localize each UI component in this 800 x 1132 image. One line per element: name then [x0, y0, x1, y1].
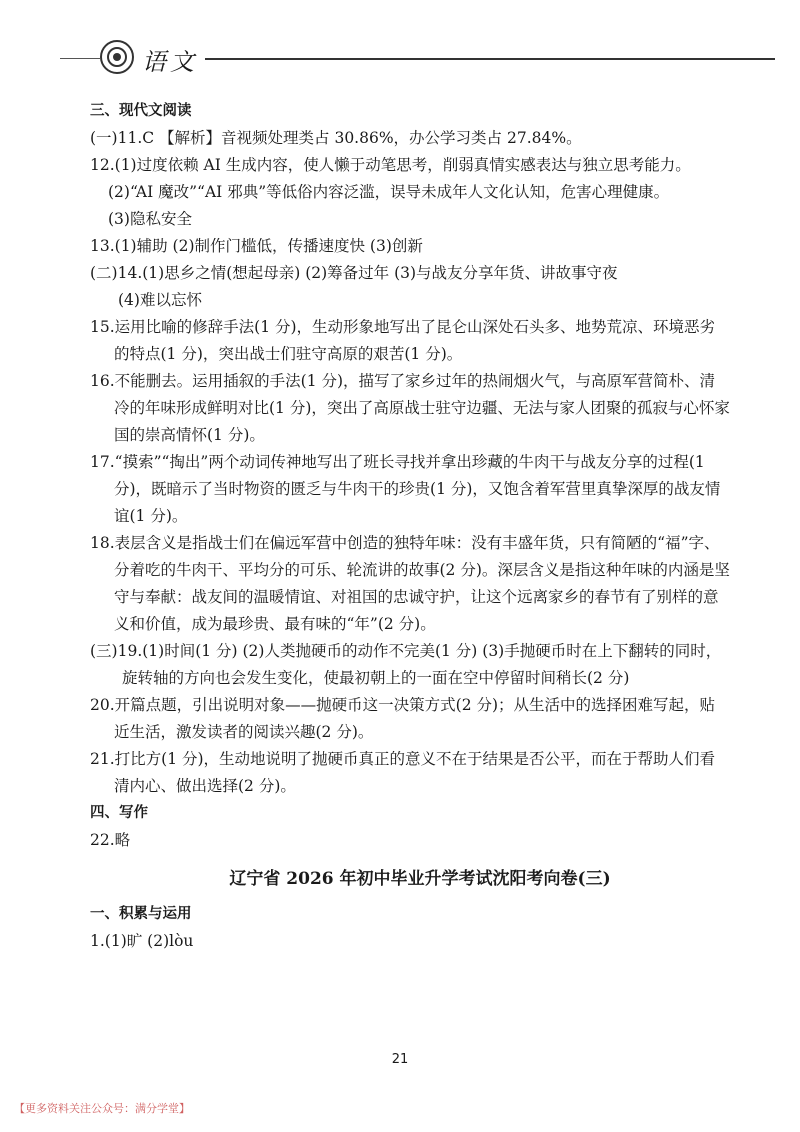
answer-line: (三)19.(1)时间(1 分) (2)人类抛硬币的动作不完美(1 分) (3)手抛硬币时在上下翻转的同时，旋转轴的方向也会发生变化，使最初朝上的一面在空中停留时间稍长(2 分): [90, 642, 722, 687]
answer-line: 22.略: [90, 831, 131, 849]
section-heading: 一、积累与运用: [90, 906, 192, 922]
section-heading: 三、现代文阅读: [90, 103, 192, 119]
answer-line: 20.开篇点题，引出说明对象——抛硬币这一决策方式(2 分)；从生活中的选择困难写起，贴近生活，激发读者的阅读兴趣(2 分)。: [90, 696, 716, 741]
answer-line: 15.运用比喻的修辞手法(1 分)，生动形象地写出了昆仑山深处石头多、地势荒凉、环境恶劣的特点(1 分)，突出战士们驻守高原的艰苦(1 分)。: [90, 318, 716, 363]
section-heading: 四、写作: [90, 805, 148, 821]
answer-line: 17.“摸索”“掏出”两个动词传神地写出了班长寻找并拿出珍藏的牛肉干与战友分享的过程(1 分)，既暗示了当时物资的匮乏与牛肉干的珍贵(1 分)，又饱含着军营里真挚深厚的战友情谊(1 分)。: [90, 453, 721, 525]
answer-line: (2)“AI 魔改”“AI 邪典”等低俗内容泛滥，误导未成年人文化认知，危害心理健康。: [108, 183, 670, 201]
header-rule-left: [60, 58, 100, 59]
subject-logo-icon: [100, 40, 134, 74]
subject-label: 语文: [142, 48, 198, 76]
answer-line: 13.(1)辅助 (2)制作门槛低，传播速度快 (3)创新: [90, 237, 423, 255]
answer-line: 21.打比方(1 分)，生动地说明了抛硬币真正的意义不在于结果是否公平，而在于帮助人们看清内心、做出选择(2 分)。: [90, 750, 716, 795]
page-header: [0, 0, 800, 90]
header-rule: [205, 58, 775, 60]
exam-title: 辽宁省 2026 年初中毕业升学考试沈阳考向卷(三): [229, 869, 611, 889]
answer-line: (一)11.C 【解析】音视频处理类占 30.86%，办公学习类占 27.84%。: [90, 129, 582, 147]
answer-line: 1.(1)旷 (2)lòu: [90, 932, 194, 950]
answer-content: [90, 98, 730, 955]
footer-watermark: 【更多资料关注公众号：满分学堂】: [14, 1102, 190, 1115]
page-number: 21: [391, 1052, 409, 1067]
answer-line: 16.不能删去。运用插叙的手法(1 分)，描写了家乡过年的热闹烟火气，与高原军营简朴、清冷的年味形成鲜明对比(1 分)，突出了高原战士驻守边疆、无法与家人团聚的孤寂与心怀家国的崇高情怀(1 分)。: [90, 372, 730, 444]
answer-line: (4)难以忘怀: [118, 291, 202, 309]
answer-line: 12.(1)过度依赖 AI 生成内容，使人懒于动笔思考，削弱真情实感表达与独立思考能力。: [90, 156, 691, 174]
answer-line: (3)隐私安全: [108, 210, 192, 228]
answer-line: 18.表层含义是指战士们在偏远军营中创造的独特年味：没有丰盛年货，只有简陋的“福”字、分着吃的牛肉干、平均分的可乐、轮流讲的故事(2 分)。深层含义是指这种年味的内涵是坚守与奉献：战友间的温暖情谊、对祖国的忠诚守护，让这个远离家乡的春节有了别样的意义和价值，成为最珍贵、最有味的“年”(2 分)。: [90, 534, 730, 633]
answer-line: (二)14.(1)思乡之情(想起母亲) (2)筹备过年 (3)与战友分享年货、讲故事守夜: [90, 264, 618, 282]
